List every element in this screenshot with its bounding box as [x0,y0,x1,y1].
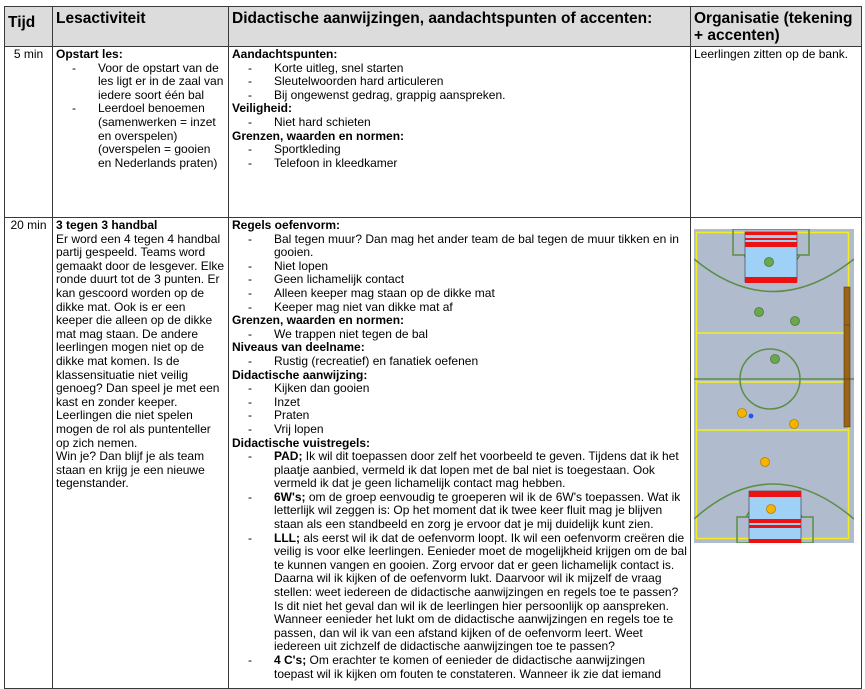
rule-6ws [274,491,687,532]
list-item: - Keeper mag niet van dikke mat af [274,301,687,315]
activity-description-2: Win je? Dan blijf je als team staan en krijg je een nieuwe tegenstander. [56,449,205,491]
section-list [232,355,687,369]
header-activity: Lesactiviteit [53,7,229,47]
section-heading: Grenzen, waarden en normen: [232,128,405,143]
activity-title: Opstart les: [56,47,123,61]
section-heading: Niveaus van deelname: [232,340,365,355]
list-item: - Geen lichamelijk contact [274,273,687,287]
rule-text: Ik wil dit toepassen door zelf het voorbeeld te geven. Tijdens dat ik het plaatje aanbied, vermeld ik dat lopen met de bal niet is toegestaan. Ook vermeld ik dat je geen lichamelijk contact mag hebben. [274,449,679,491]
activity-description: Er word een 4 tegen 4 handbal partij gespeeld. Teams word gemaakt door de lesgever. Elke ronde duurt tot de 3 punten. Er kan gescoord worden op de dikke mat. Ook is er een keeper die alleen op de dikke mat mag staan. De andere leerlingen mogen niet op de dikke mat komen. Is de klassensituatie niet veilig genoeg? Dan speel je met een kast en zonder keeper. Leerlingen die niet spelen mogen de rol als puntenteller op zich nemen. [56,231,225,450]
rules-list [232,450,687,681]
section-list [232,328,687,342]
list-item: - Sportkleding [274,143,687,157]
rule-key: 6W's; [274,489,306,504]
rule-text: Om erachter te komen of eenieder de didactische aanwijzingen toepast wil ik kijken om fouten te constateren. Wanneer ik zie dat iemand [274,653,662,681]
bench-icon [844,287,850,427]
section-list [232,143,687,170]
list-item: - Alleen keeper mag staan op de dikke mat [274,287,687,301]
header-row [5,7,862,47]
section-list [232,233,687,315]
didactics-cell [229,47,691,218]
list-item: - Korte uitleg, snel starten [274,62,687,76]
section-heading: Didactische aanwijzing: [232,367,368,382]
handball-court-diagram [694,229,858,547]
list-item: - Praten [274,409,687,423]
rule-key: 4 C's; [274,653,307,667]
bottom-mat-icon [749,491,801,543]
table-row [5,47,862,218]
header-organisation: Organisatie (tekening + accenten) [691,7,862,47]
time-cell: 20 min [5,218,53,689]
header-time: Tijd [5,7,53,47]
ball-icon [749,414,754,419]
section-heading: Grenzen, waarden en normen: [232,313,405,328]
list-item: - Vrij lopen [274,423,687,437]
list-item: - Bal tegen muur? Dan mag het ander team de bal tegen de muur tikken en in gooien. [274,233,687,260]
activity-cell [53,218,229,689]
list-item: - Leerdoel benoemen (samenwerken = inzet en overspelen) (overspelen = gooien en Nederlands praten) [98,102,225,170]
list-item: - Voor de opstart van de les ligt er in de zaal van iedere soort één bal [98,62,225,103]
rule-key: PAD; [274,449,303,464]
list-item: - Rustig (recreatief) en fanatiek oefenen [274,355,687,369]
didactics-cell [229,218,691,689]
rule-pad [274,450,687,491]
list-item: - Bij ongewenst gedrag, grappig aanspreken. [274,89,687,103]
rule-lll [274,532,687,654]
list-item: - Kijken dan gooien [274,382,687,396]
rule-text: om de groep eenvoudig te groeperen wil ik de 6W's toepassen. Wat ik letterlijk wil zeggen is: Op het moment dat ik twee keer fluit mag je blijven staan als een standbeeld en zorg je ervoor dat je mij duidelijk kunt zien. [274,489,681,532]
section-heading: Didactische vuistregels: [232,435,371,450]
list-item: - We trappen niet tegen de bal [274,328,687,342]
activity-cell [53,47,229,218]
rule-text: als eerst wil ik dat de oefenvorm loopt. Ik wil een oefenvorm creëren die veilig is voor elke leerlingen. Eenieder moet de mogelijkheid krijgen om de bal te kunnen vangen en gooien. Zorg ervoor dat er geen lichamelijk contact is. Daarna wil ik kijken of de oefenvorm lukt. Daarvoor wil ik mijzelf de vraag stellen: weet iedereen de didactische aanwijzingen en regels toe te passen? Is dit niet het geval dan wil ik de leerlingen hier persoonlijk op aanspreken. Wanneer eenieder het lukt om de didactische aanwijzingen en regels toe te passen, dan wil ik van een afstand kijken of de oefenvorm leert. Weet iedereen uit zichzelf de didactische aanwijzingen toe te passen? [274,530,687,654]
lesson-plan-table [4,6,862,689]
rule-4cs [274,654,687,681]
time-cell: 5 min [5,47,53,218]
header-didactics: Didactische aanwijzingen, aandachtspunten of accenten: [229,7,691,47]
section-heading: Veiligheid: [232,101,293,116]
list-item: - Niet lopen [274,260,687,274]
list-item: - Telefoon in kleedkamer [274,157,687,171]
section-list [232,382,687,436]
table-row [5,218,862,689]
list-item: - Niet hard schieten [274,116,687,130]
list-item: - Sleutelwoorden hard articuleren [274,75,687,89]
activity-list [56,62,225,171]
rule-key: LLL; [274,530,300,545]
organisation-cell [691,218,862,689]
activity-title: 3 tegen 3 handbal [56,218,158,232]
section-heading: Aandachtspunten: [232,47,338,61]
organisation-cell: Leerlingen zitten op de bank. [691,47,862,218]
section-heading: Regels oefenvorm: [232,218,341,232]
section-list [232,62,687,103]
top-mat-icon [745,232,797,283]
section-list [232,116,687,130]
list-item: - Inzet [274,396,687,410]
